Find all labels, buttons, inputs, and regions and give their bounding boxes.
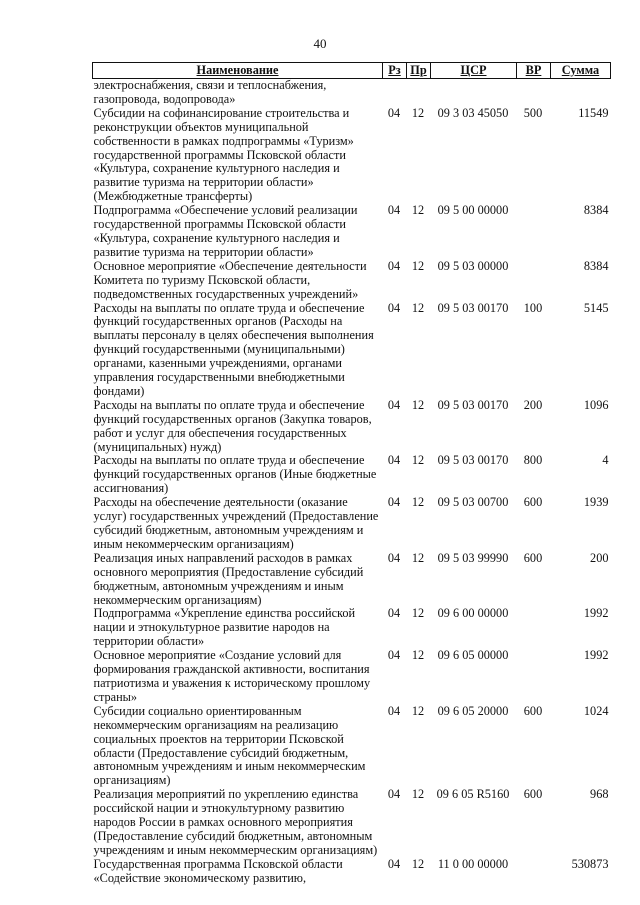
table-row bbox=[93, 607, 611, 649]
row-sum-cell: 8384 bbox=[583, 203, 609, 218]
row-rz-cell: 04 bbox=[387, 495, 401, 510]
row-rz-cell: 04 bbox=[387, 397, 401, 412]
row-name-cell: Субсидии на софинансирование строительства и реконструкции объектов муниципальной собственности в рамках подпрограммы «Туризм» государственной программы Псковской области «Культура, сохранение культурного наследия и развитие туризма на территории области» (Межбюджетные трансферты) bbox=[93, 105, 354, 204]
row-vr-cell: 500 bbox=[523, 105, 543, 120]
row-pr-cell: 12 bbox=[411, 787, 425, 802]
row-pr-cell: 12 bbox=[411, 258, 425, 273]
row-vr-cell bbox=[517, 79, 551, 107]
row-vr-cell: 600 bbox=[523, 550, 543, 565]
table-row bbox=[93, 496, 611, 552]
row-csr-cell: 09 6 00 00000 bbox=[437, 606, 509, 621]
row-sum-cell: 530873 bbox=[571, 856, 609, 871]
row-csr-cell: 09 6 05 R5160 bbox=[436, 787, 510, 802]
row-name-cell: Субсидии социально ориентированным некоммерческим организациям на реализацию социальных проектов на территории Псковской области (Предоставление субсидий бюджетным, автономным учреждениям и иным некоммерческим организациям) bbox=[93, 703, 366, 788]
row-rz-cell: 04 bbox=[387, 453, 401, 468]
row-pr-cell: 12 bbox=[411, 300, 425, 315]
header-sum: Сумма bbox=[551, 63, 611, 79]
row-pr-cell: 12 bbox=[411, 495, 425, 510]
table-row bbox=[93, 454, 611, 496]
row-pr-cell: 12 bbox=[411, 105, 425, 120]
row-csr-cell bbox=[431, 79, 517, 107]
row-sum-cell: 1992 bbox=[583, 606, 609, 621]
row-rz-cell: 04 bbox=[387, 300, 401, 315]
row-rz-cell: 04 bbox=[387, 258, 401, 273]
row-name-cell: Основное мероприятие «Создание условий для формирования гражданской активности, воспитания патриотизма и уважения к историческому прошлому страны» bbox=[93, 648, 371, 704]
row-sum-cell: 1096 bbox=[583, 397, 609, 412]
row-csr-cell: 09 6 05 20000 bbox=[437, 703, 509, 718]
table-row bbox=[93, 552, 611, 608]
table-row bbox=[93, 705, 611, 788]
row-pr-cell: 12 bbox=[411, 550, 425, 565]
row-rz-cell: 04 bbox=[387, 648, 401, 663]
row-vr-cell bbox=[517, 858, 551, 886]
row-name-cell: Расходы на обеспечение деятельности (оказание услуг) государственных учреждений (Предоставление субсидий бюджетным, автономным учреждениям и иным некоммерческим организациям) bbox=[93, 495, 379, 551]
row-name-cell: электроснабжения, связи и теплоснабжения, газопровода, водопровода» bbox=[93, 78, 327, 106]
row-pr-cell: 12 bbox=[411, 648, 425, 663]
row-pr-cell: 12 bbox=[411, 703, 425, 718]
row-sum-cell: 968 bbox=[590, 787, 609, 802]
row-pr-cell: 12 bbox=[411, 606, 425, 621]
table-header-row bbox=[93, 63, 611, 79]
row-name-cell: Расходы на выплаты по оплате труда и обеспечение функций государственных органов (Расходы на выплаты персоналу в целях обеспечения выполнения функций государственными (муниципальными) органами, казенными учреждениями, органами управления государственными внебюджетными фондами) bbox=[93, 300, 374, 398]
header-vr: ВР bbox=[517, 63, 551, 79]
row-csr-cell: 09 5 03 00700 bbox=[437, 495, 509, 510]
row-csr-cell: 09 6 05 00000 bbox=[437, 648, 509, 663]
header-pr: Пр bbox=[407, 63, 431, 79]
row-pr-cell: 12 bbox=[411, 856, 425, 871]
table-row bbox=[93, 858, 611, 886]
row-name-cell: Подпрограмма «Обеспечение условий реализации государственной программы Псковской области «Культура, сохранение культурного наследия и развитие туризма на территории области» bbox=[93, 203, 358, 259]
row-csr-cell: 09 5 03 00170 bbox=[437, 300, 509, 315]
row-name-cell: Подпрограмма «Укрепление единства российской нации и этнокультурное развитие народов на территории области» bbox=[93, 606, 356, 649]
row-csr-cell: 11 0 00 00000 bbox=[437, 856, 509, 871]
table-row bbox=[93, 260, 611, 302]
row-name-cell: Реализация иных направлений расходов в рамках основного мероприятия (Предоставление субсидий бюджетным, автономным учреждениям и иным некоммерческим организациям) bbox=[93, 550, 364, 607]
header-csr: ЦСР bbox=[431, 63, 517, 79]
row-csr-cell: 09 5 03 00170 bbox=[437, 397, 509, 412]
row-csr-cell: 09 3 03 45050 bbox=[437, 105, 509, 120]
row-sum-cell: 1024 bbox=[583, 703, 609, 718]
row-rz-cell: 04 bbox=[387, 856, 401, 871]
row-sum-cell: 11549 bbox=[578, 105, 609, 120]
row-rz-cell: 04 bbox=[387, 787, 401, 802]
row-sum-cell: 5145 bbox=[583, 300, 609, 315]
row-rz-cell: 04 bbox=[387, 105, 401, 120]
row-name-cell: Государственная программа Псковской области «Содействие экономическому развитию, bbox=[93, 856, 343, 885]
row-pr-cell bbox=[407, 79, 431, 107]
budget-table bbox=[92, 62, 611, 886]
row-sum-cell: 1939 bbox=[583, 495, 609, 510]
row-vr-cell: 800 bbox=[523, 453, 543, 468]
row-sum-cell: 200 bbox=[590, 550, 609, 565]
row-pr-cell: 12 bbox=[411, 203, 425, 218]
row-vr-cell bbox=[517, 649, 551, 705]
table-row bbox=[93, 649, 611, 705]
row-csr-cell: 09 5 03 00000 bbox=[437, 258, 509, 273]
row-name-cell: Реализация мероприятий по укреплению единства российской нации и этнокультурному развитию народов России в рамках основного мероприятия (Предоставление субсидий бюджетным, автономным учреждениям и иным некоммерческим организациям) bbox=[93, 787, 378, 857]
row-vr-cell: 600 bbox=[523, 787, 543, 802]
row-vr-cell: 600 bbox=[523, 495, 543, 510]
row-rz-cell bbox=[383, 79, 407, 107]
row-vr-cell bbox=[517, 260, 551, 302]
row-csr-cell: 09 5 03 00170 bbox=[437, 453, 509, 468]
row-rz-cell: 04 bbox=[387, 550, 401, 565]
row-vr-cell bbox=[517, 204, 551, 260]
row-sum-cell bbox=[551, 79, 611, 107]
row-sum-cell: 8384 bbox=[583, 258, 609, 273]
row-rz-cell: 04 bbox=[387, 703, 401, 718]
row-vr-cell: 100 bbox=[523, 300, 543, 315]
row-name-cell: Расходы на выплаты по оплате труда и обеспечение функций государственных органов (Закупка товаров, работ и услуг для обеспечения государственных (муниципальных) нужд) bbox=[93, 397, 372, 454]
row-rz-cell: 04 bbox=[387, 606, 401, 621]
table-row bbox=[93, 204, 611, 260]
row-csr-cell: 09 5 03 99990 bbox=[437, 550, 509, 565]
row-vr-cell bbox=[517, 607, 551, 649]
header-rz: Рз bbox=[383, 63, 407, 79]
row-sum-cell: 1992 bbox=[583, 648, 609, 663]
row-vr-cell: 200 bbox=[523, 397, 543, 412]
row-pr-cell: 12 bbox=[411, 453, 425, 468]
row-pr-cell: 12 bbox=[411, 397, 425, 412]
table-row bbox=[93, 302, 611, 399]
table-row bbox=[93, 399, 611, 455]
table-row bbox=[93, 107, 611, 204]
row-name-cell: Расходы на выплаты по оплате труда и обеспечение функций государственных органов (Иные бюджетные ассигнования) bbox=[93, 453, 377, 496]
page-number: 40 bbox=[313, 36, 327, 51]
row-csr-cell: 09 5 00 00000 bbox=[437, 203, 509, 218]
table-body bbox=[93, 79, 611, 886]
row-sum-cell: 4 bbox=[602, 453, 609, 468]
table-row bbox=[93, 79, 611, 107]
table-row bbox=[93, 788, 611, 858]
row-vr-cell: 600 bbox=[523, 703, 543, 718]
header-name: Наименование bbox=[93, 63, 383, 79]
row-rz-cell: 04 bbox=[387, 203, 401, 218]
row-name-cell: Основное мероприятие «Обеспечение деятельности Комитета по туризму Псковской области, подведомственных государственных учреждений» bbox=[93, 258, 367, 301]
